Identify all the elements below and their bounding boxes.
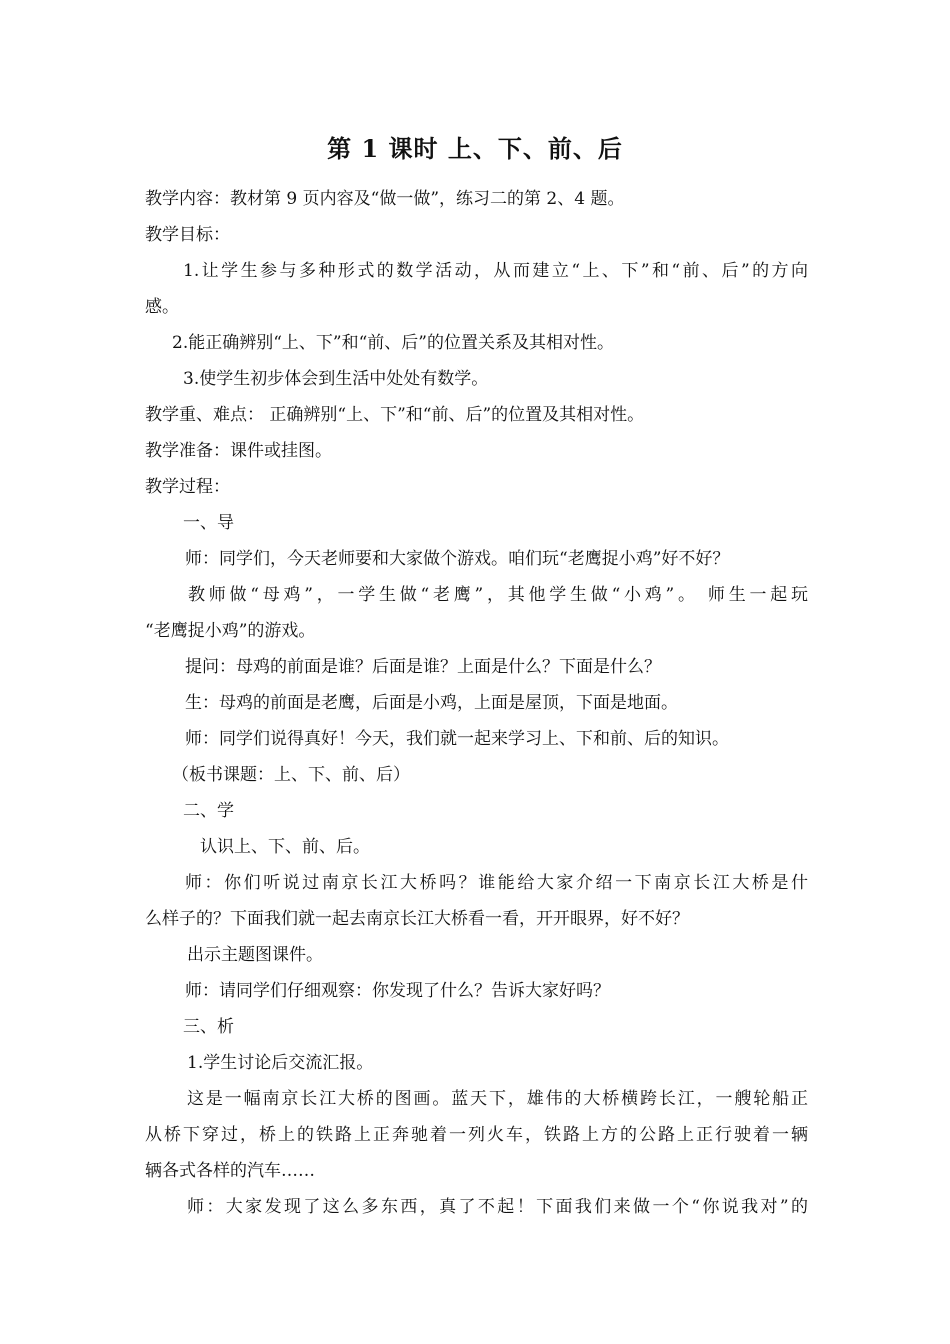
key-points: 教学重、难点： 正确辨别“上、下”和“前、后”的位置及其相对性。	[145, 405, 645, 425]
goal-3: 3.使学生初步体会到生活中处处有数学。	[183, 369, 489, 389]
paragraph: 教师做“母鸡”，一学生做“老鹰”，其他学生做“小鸡”。 师生一起玩	[188, 585, 808, 605]
section-1-heading: 一、导	[183, 513, 234, 533]
goal-2: 2.能正确辨别“上、下”和“前、后”的位置关系及其相对性。	[172, 333, 614, 353]
paragraph: 提问：母鸡的前面是谁？后面是谁？上面是什么？下面是什么？	[185, 657, 661, 677]
goal-1-line-2: 感。	[145, 297, 179, 317]
section-2-heading: 二、学	[183, 801, 234, 821]
goal-1-line-1: 1.让学生参与多种形式的数学活动，从而建立“上、下”和“前、后”的方向	[183, 261, 808, 281]
paragraph: 认识上、下、前、后。	[200, 837, 370, 857]
paragraph: 从桥下穿过，桥上的铁路上正奔驰着一列火车，铁路上方的公路上正行驶着一辆	[145, 1125, 808, 1145]
paragraph: 师：同学们，今天老师要和大家做个游戏。咱们玩“老鹰捉小鸡”好不好？	[185, 549, 730, 569]
paragraph: 师：大家发现了这么多东西，真了不起！下面我们来做一个“你说我对”的	[187, 1197, 808, 1217]
paragraph: 1.学生讨论后交流汇报。	[187, 1053, 374, 1073]
paragraph: （板书课题：上、下、前、后）	[172, 765, 410, 785]
paragraph: 辆各式各样的汽车……	[145, 1161, 315, 1181]
paragraph: 师：你们听说过南京长江大桥吗？谁能给大家介绍一下南京长江大桥是什	[185, 873, 808, 893]
teaching-process-heading: 教学过程：	[145, 477, 230, 497]
paragraph: 这是一幅南京长江大桥的图画。蓝天下，雄伟的大桥横跨长江，一艘轮船正	[187, 1089, 808, 1109]
paragraph: 么样子的？下面我们就一起去南京长江大桥看一看，开开眼界，好不好？	[145, 909, 689, 929]
paragraph: 师：同学们说得真好！今天，我们就一起来学习上、下和前、后的知识。	[185, 729, 729, 749]
paragraph: 出示主题图课件。	[187, 945, 323, 965]
lesson-title: 第 1 课时 上、下、前、后	[327, 134, 623, 163]
paragraph: “老鹰捉小鸡”的游戏。	[145, 621, 316, 641]
teaching-preparation: 教学准备：课件或挂图。	[145, 441, 332, 461]
paragraph: 生：母鸡的前面是老鹰，后面是小鸡，上面是屋顶，下面是地面。	[185, 693, 678, 713]
teaching-goals-heading: 教学目标：	[145, 225, 230, 245]
teaching-content: 教学内容：教材第 9 页内容及“做一做”，练习二的第 2、4 题。	[145, 189, 625, 209]
paragraph: 师：请同学们仔细观察：你发现了什么？告诉大家好吗？	[185, 981, 610, 1001]
section-3-heading: 三、析	[183, 1017, 234, 1037]
